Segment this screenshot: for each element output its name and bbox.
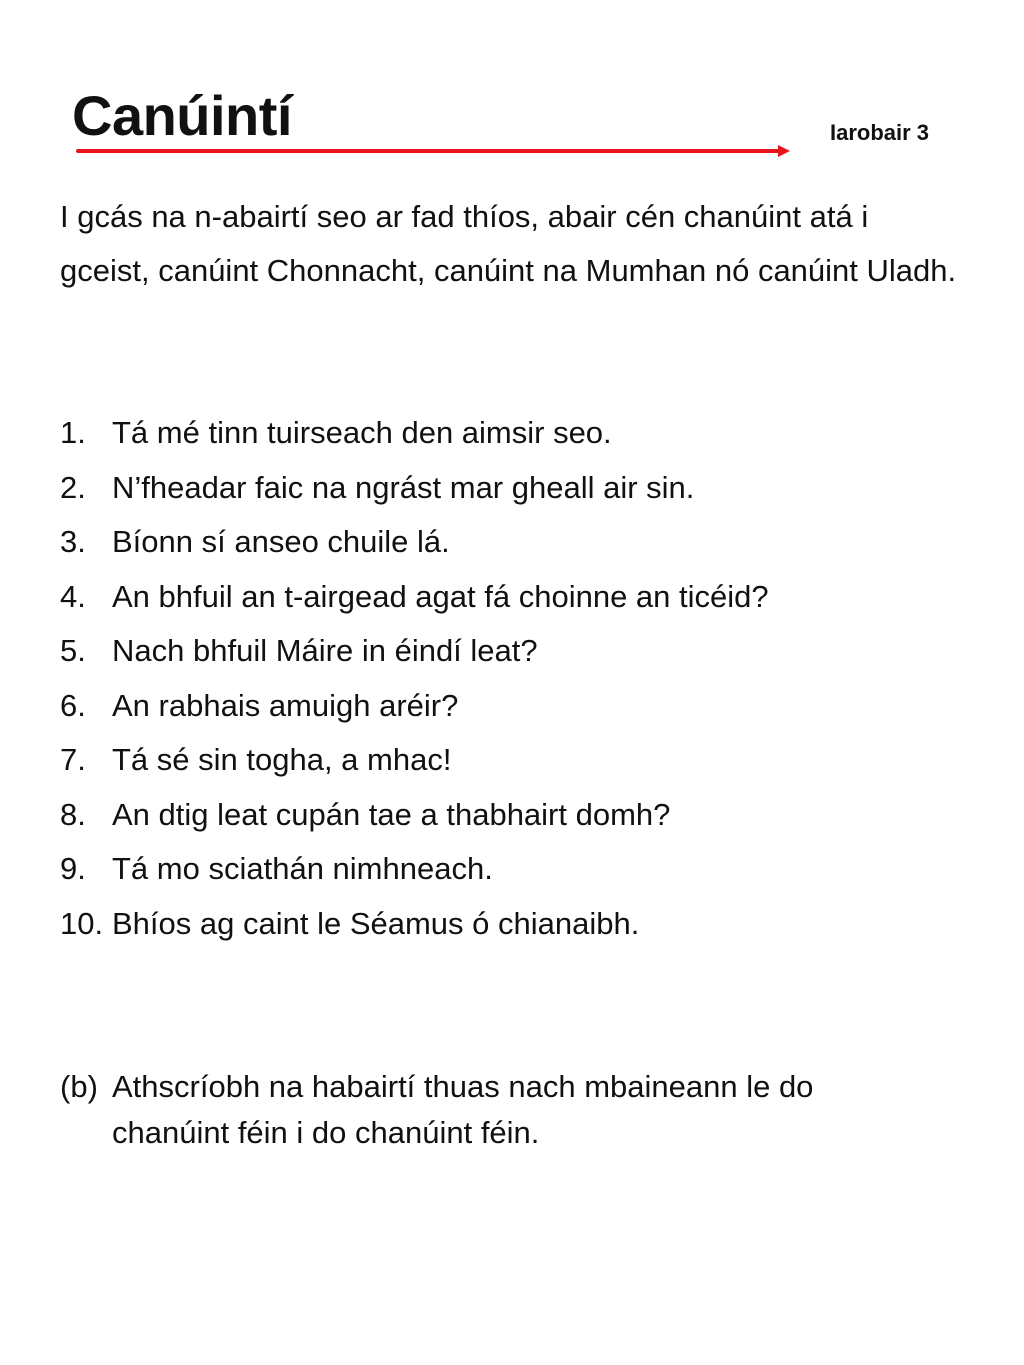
item-text: Nach bhfuil Máire in éindí leat? — [112, 633, 538, 668]
item-number: 4. — [60, 578, 86, 614]
item-text: Tá mé tinn tuirseach den aimsir seo. — [112, 415, 612, 450]
list-item — [60, 733, 769, 788]
item-text: N’fheadar faic na ngrást mar gheall air sin. — [112, 469, 695, 505]
item-text: Bhíos ag caint le Séamus ó chianaibh. — [112, 905, 640, 941]
item-text: An bhfuil an t-airgead agat fá choinne an ticéid? — [112, 578, 769, 614]
list-item — [60, 570, 769, 625]
list-item — [60, 461, 769, 516]
item-text: Tá sé sin togha, a mhac! — [112, 742, 452, 777]
item-text: An dtig leat cupán tae a thabhairt domh? — [112, 796, 671, 832]
instructions: I gcás na n-abairtí seo ar fad thíos, abair cén chanúint atá i gceist, canúint Chonnacht, canúint na Mumhan nó canúint Uladh. — [60, 199, 957, 288]
list-item — [60, 897, 769, 952]
item-number: 1. — [60, 415, 86, 450]
item-text: An rabhais amuigh aréir? — [112, 687, 459, 723]
part-b-task — [60, 1064, 932, 1156]
item-number: 3. — [60, 524, 86, 559]
item-text: Tá mo sciathán nimhneach. — [112, 851, 493, 886]
item-number: 7. — [60, 742, 86, 777]
worksheet-label: Iarobair 3 — [830, 120, 930, 145]
list-item — [60, 515, 769, 570]
page-title: Canúintí — [72, 84, 292, 147]
list-item — [60, 406, 769, 461]
item-number: 9. — [60, 851, 86, 886]
title-underline-arrow — [76, 141, 792, 161]
item-text: Bíonn sí anseo chuile lá. — [112, 524, 450, 559]
list-item — [60, 679, 769, 734]
item-number: 8. — [60, 796, 86, 832]
item-number: 6. — [60, 687, 86, 723]
list-item — [60, 788, 769, 843]
list-item — [60, 842, 769, 897]
item-number: 2. — [60, 469, 86, 505]
item-number: 5. — [60, 633, 86, 668]
list-item — [60, 624, 769, 679]
item-number: 10. — [60, 905, 104, 941]
part-b-text: Athscríobh na habairtí thuas nach mbaineann le do chanúint féin i do chanúint féin. — [112, 1069, 814, 1150]
part-b-label: (b) — [60, 1069, 98, 1104]
sentence-list — [60, 406, 769, 951]
arrow-head — [778, 145, 790, 157]
